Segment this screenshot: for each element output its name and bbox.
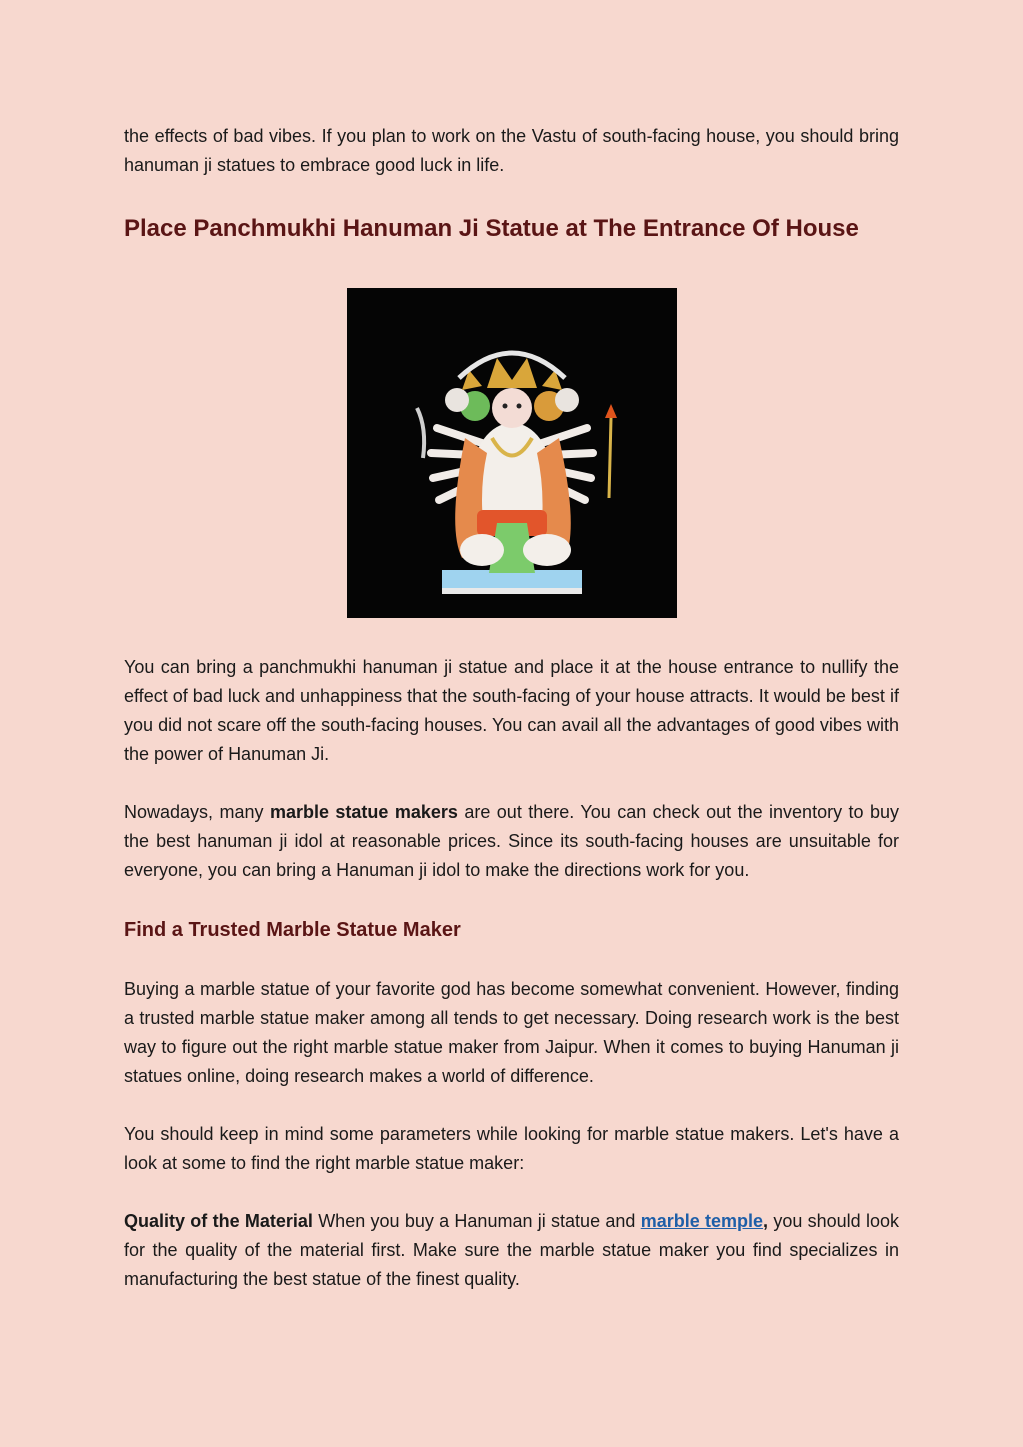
- quality-paragraph: [124, 1207, 899, 1294]
- statue-makers-paragraph: [124, 798, 899, 885]
- quality-text-start: When you buy a Hanuman ji statue and: [312, 1211, 641, 1231]
- statue-makers-text-start: Nowadays, many: [124, 802, 270, 822]
- parameters-paragraph: You should keep in mind some parameters while looking for marble statue makers. Let's have a look at some to find the right marble statue maker:: [124, 1124, 899, 1173]
- statue-makers-bold: marble statue makers: [269, 802, 458, 822]
- hanuman-statue-image: [347, 288, 677, 618]
- quality-comma: ,: [763, 1211, 769, 1231]
- quality-lead: Quality of the Material: [124, 1211, 313, 1231]
- section-heading-trusted-maker: Find a Trusted Marble Statue Maker: [124, 919, 461, 941]
- quality-text-end: you should look for the quality of the material first. Make sure the marble statue maker you find specializes in manufacturing the best statue of the finest quality.: [124, 1211, 899, 1289]
- page-content: [124, 122, 899, 1294]
- entrance-paragraph: You can bring a panchmukhi hanuman ji statue and place it at the house entrance to nullify the effect of bad luck and unhappiness that the south-facing of your house attracts. It would be best if you did not scare off the south-facing houses. You can avail all the advantages of good vibes with the power of Hanuman Ji.: [124, 657, 899, 764]
- statue-makers-text-end: are out there. You can check out the inventory to buy the best hanuman ji idol at reasonable prices. Since its south-facing houses are unsuitable for everyone, you can bring a Hanuman ji idol to make the directions work for you.: [124, 802, 899, 880]
- research-paragraph: Buying a marble statue of your favorite god has become somewhat convenient. However, finding a trusted marble statue maker among all tends to get necessary. Doing research work is the best way to figure out the right marble statue maker from Jaipur. When it comes to buying Hanuman ji statues online, doing research makes a world of difference.: [124, 979, 899, 1086]
- marble-temple-link[interactable]: marble temple: [640, 1211, 764, 1231]
- intro-paragraph: the effects of bad vibes. If you plan to work on the Vastu of south-facing house, you should bring hanuman ji statues to embrace good luck in life.: [124, 126, 899, 175]
- statue-illustration: [347, 288, 677, 618]
- section-heading-entrance: Place Panchmukhi Hanuman Ji Statue at The Entrance Of House: [124, 215, 859, 242]
